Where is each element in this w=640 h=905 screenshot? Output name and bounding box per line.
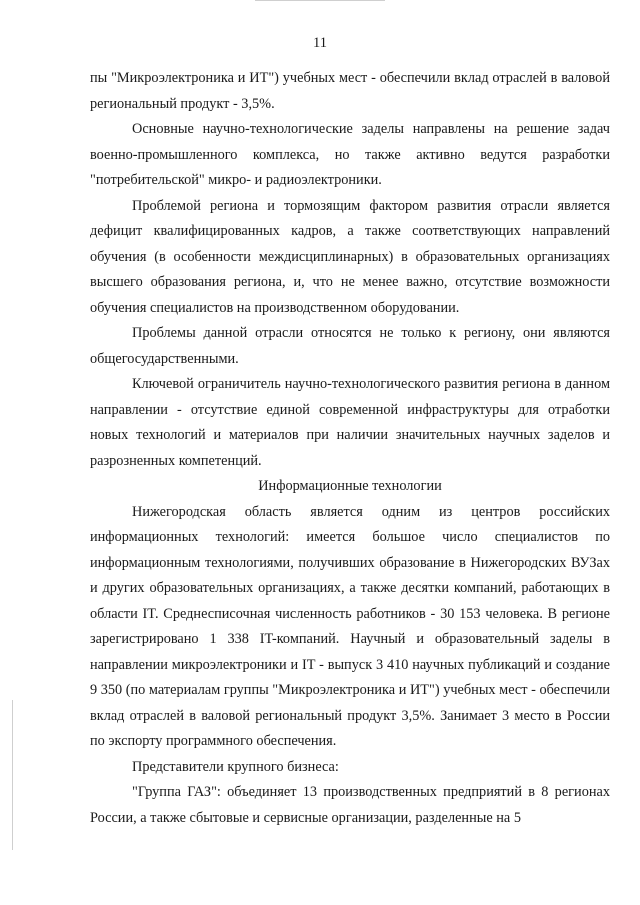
paragraph-national-problems: Проблемы данной отрасли относятся не только к региону, они являются общегосударственными. — [90, 325, 610, 367]
section-heading-it: Информационные технологии — [258, 478, 442, 494]
scan-edge-mark — [12, 700, 13, 850]
paragraph-it-overview: Нижегородская область является одним из центров российских информационных технологий: имеется большое число специалистов по информационным технологиями, получивших образование в Нижегородских ВУЗах и других образовательных организациях, а также десятки компаний, работающих в области IT. Среднесписочная численность работников - 30 153 человека. В регионе зарегистрировано 1 338 IT-компаний. Научный и образовательный заделы в направлении микроэлектроники и IT - выпуск 3 410 научных публикаций и создание 9 350 (по материалам группы "Микроэлектроника и ИТ") учебных мест - обеспечили вклад отраслей в валовой региональный продукт 3,5%. Занимает 3 место в России по экспорту программного обеспечения. — [90, 503, 610, 749]
paragraph-big-business-intro: Представители крупного бизнеса: — [132, 758, 339, 775]
document-body — [90, 66, 610, 831]
paragraph-gaz-group: "Группа ГАЗ": объединяет 13 производственных предприятий в 8 регионах России, а также сбытовые и сервисные организации, разделенные на 5 — [90, 784, 610, 826]
scan-edge-mark — [255, 0, 385, 1]
paragraph-region-problem: Проблемой региона и тормозящим фактором развития отрасли является дефицит квалифицированных кадров, а также соответствующих направлений обучения (в особенности междисциплинарных) в образовательных организациях высшего образования региона, и, что не менее важно, отсутствие возможности обучения специалистов на производственном оборудовании. — [90, 197, 610, 316]
paragraph-research-directions: Основные научно-технологические заделы направлены на решение задач военно-промышленного комплекса, но также активно ведутся разработки "потребительской" микро- и радиоэлектроники. — [90, 121, 610, 188]
paragraph-continuation: пы "Микроэлектроника и ИТ") учебных мест - обеспечили вклад отраслей в валовой региональный продукт - 3,5%. — [90, 70, 610, 112]
paragraph-key-limiter: Ключевой ограничитель научно-технологического развития региона в данном направлении - отсутствие единой современной инфраструктуры для отработки новых технологий и материалов при наличии значительных научных заделов и разрозненных компетенций. — [90, 376, 610, 469]
page-number: 11 — [313, 35, 327, 51]
